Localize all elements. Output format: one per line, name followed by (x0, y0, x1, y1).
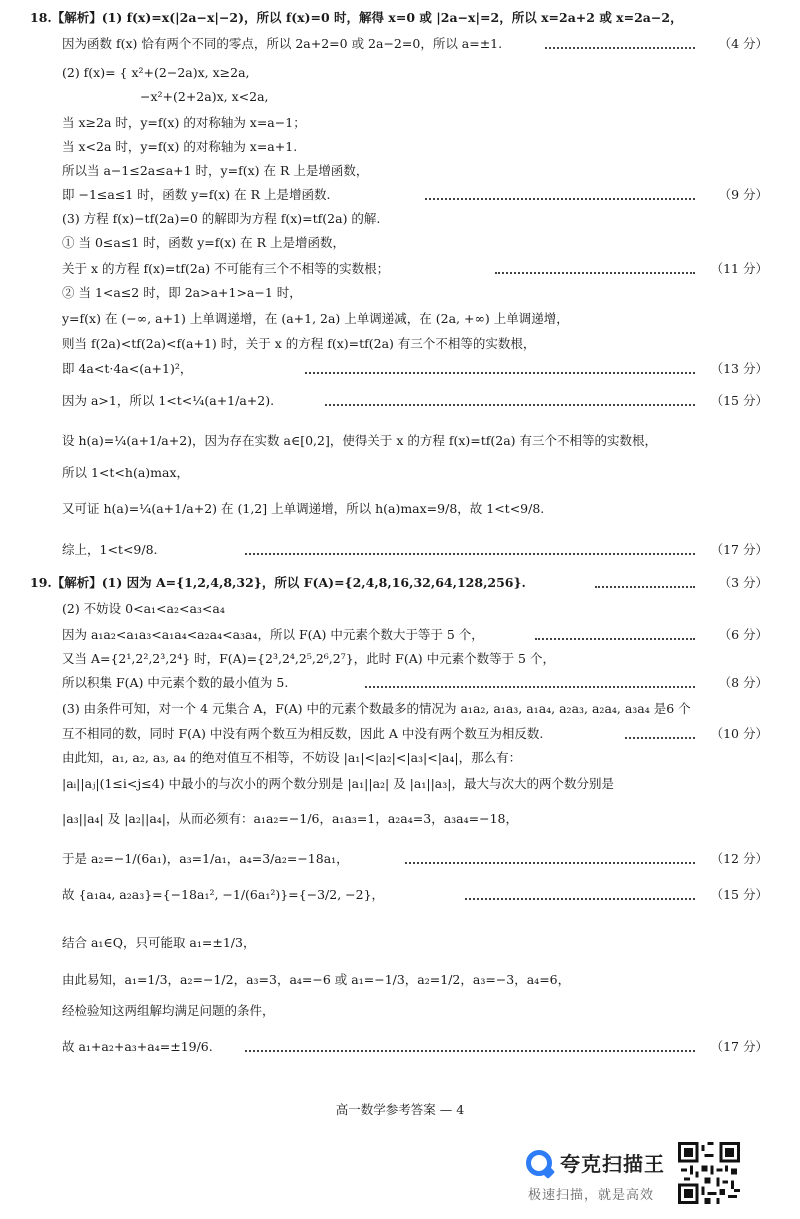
q18-line-10 (0, 230, 800, 256)
q18-line-8 (0, 182, 800, 208)
q19-line-10 (0, 806, 800, 832)
q19-line-15 (0, 998, 800, 1024)
q18-line-5 (0, 110, 800, 136)
leader-dots (465, 898, 695, 900)
q18-points: （4 分） (718, 36, 768, 51)
q19-line-13 (0, 930, 800, 956)
watermark-subtitle: 极速扫描，就是高效 (528, 1188, 655, 1203)
qr-code-icon (678, 1140, 740, 1206)
page-footer: 高一数学参考答案 — 4 (335, 1102, 465, 1117)
q18-line-19 (0, 496, 800, 522)
q18-text: 设 h(a)=¼(a+1/a+2)，因为存在实数 a∈[0,2]，使得关于 x 的方程 f(x)=tf(2a) 有三个不相等的实数根， (62, 433, 658, 448)
q18-text: ② 当 1<a≤2 时，即 2a>a+1>a−1 时， (62, 285, 302, 300)
q19-text: 又当 A={2¹,2²,2³,2⁴} 时，F(A)={2³,2⁴,2⁵,2⁶,2⁷}，此时 F(A) 中元素个数等于 5 个， (62, 651, 555, 666)
q19-points: （17 分） (710, 1039, 768, 1054)
q18-text: 所以当 a−1≤2a≤a+1 时，y=f(x) 在 R 上是增函数， (62, 163, 369, 178)
q18-text: 当 x<2a 时，y=f(x) 的对称轴为 x=a+1. (62, 139, 298, 154)
q18-line-2 (0, 31, 800, 57)
q19-line-6 (0, 696, 800, 722)
q18-line-18 (0, 460, 800, 486)
q19-text: 故 a₁+a₂+a₃+a₄=±19/6. (62, 1039, 213, 1054)
q18-text: (2) f(x)= { x²+(2−2a)x, x≥2a, (62, 65, 250, 80)
q18-text: 即 4a<t·4a<(a+1)²， (62, 361, 193, 376)
q18-text: 关于 x 的方程 f(x)=tf(2a) 不可能有三个不相等的实数根； (62, 261, 390, 276)
leader-dots (245, 1050, 695, 1052)
q18-line-4 (0, 84, 800, 110)
q19-text: 于是 a₂=−1/(6a₁)，a₃=1/a₁，a₄=3/a₂=−18a₁， (62, 851, 349, 866)
q19-points: （12 分） (710, 851, 768, 866)
q18-text: 即 −1≤a≤1 时，函数 y=f(x) 在 R 上是增函数. (62, 187, 331, 202)
leader-dots (305, 372, 695, 374)
q19-text: (2) 不妨设 0<a₁<a₂<a₃<a₄ (62, 601, 225, 616)
q19-line-12 (0, 882, 800, 908)
q19-text: 结合 a₁∈Q，只可能取 a₁=±1/3， (62, 935, 256, 950)
q19-line-7 (0, 721, 800, 747)
q18-line-16 (0, 388, 800, 414)
q19-line-3 (0, 622, 800, 648)
leader-dots (325, 404, 695, 406)
q19-line-4 (0, 646, 800, 672)
q18-text: (3) 方程 f(x)−tf(2a)=0 的解即为方程 f(x)=tf(2a) 的解. (62, 211, 381, 226)
q18-line-12 (0, 280, 800, 306)
q18-points: （17 分） (710, 542, 768, 557)
q19-text: |aᵢ||aⱼ|(1≤i<j≤4) 中最小的与次小的两个数分别是 |a₁||a₂| 及 |a₁||a₃|，最大与次大的两个数分别是 (62, 776, 614, 791)
q18-text: 则当 f(2a)<tf(2a)<f(a+1) 时，关于 x 的方程 f(x)=tf(2a) 有三个不相等的实数根， (62, 336, 536, 351)
q19-line-16 (0, 1034, 800, 1060)
q19-points: （3 分） (718, 575, 768, 590)
leader-dots (245, 553, 695, 555)
q18-line-9 (0, 206, 800, 232)
q19-points: （6 分） (718, 627, 768, 642)
q19-text: 19.【解析】(1) 因为 A={1,2,4,8,32}，所以 F(A)={2,4,8,16,32,64,128,256}. (30, 575, 526, 590)
q18-points: （15 分） (710, 393, 768, 408)
q19-line-11 (0, 846, 800, 872)
q18-points: （13 分） (710, 361, 768, 376)
leader-dots (495, 272, 695, 274)
q18-line-1 (0, 5, 800, 31)
q18-text: 因为函数 f(x) 恰有两个不同的零点，所以 2a+2=0 或 2a−2=0，所以 a=±1. (62, 36, 503, 51)
q18-line-7 (0, 158, 800, 184)
q19-line-2 (0, 596, 800, 622)
q18-line-11 (0, 256, 800, 282)
q18-line-15 (0, 356, 800, 382)
q19-text: 经检验知这两组解均满足问题的条件， (62, 1003, 275, 1018)
q18-line-14 (0, 331, 800, 357)
leader-dots (625, 737, 695, 739)
q18-points: （9 分） (718, 187, 768, 202)
leader-dots (365, 686, 695, 688)
q19-text: |a₃||a₄| 及 |a₂||a₄|，从而必须有：a₁a₂=−1/6，a₁a₃=1，a₂a₄=3，a₃a₄=−18， (62, 811, 518, 826)
q19-text: 因为 a₁a₂<a₁a₃<a₁a₄<a₂a₄<a₃a₄，所以 F(A) 中元素个数大于等于 5 个， (62, 627, 484, 642)
q18-text: −x²+(2+2a)x, x<2a, (140, 89, 269, 104)
q19-line-5 (0, 670, 800, 696)
q19-line-1 (0, 570, 800, 596)
q19-points: （10 分） (710, 726, 768, 741)
q19-points: （8 分） (718, 675, 768, 690)
leader-dots (595, 586, 695, 588)
q19-text: 所以积集 F(A) 中元素个数的最小值为 5. (62, 675, 289, 690)
q18-text: 综上，1<t<9/8. (62, 542, 158, 557)
q18-line-13 (0, 306, 800, 332)
q19-text: 由此知，a₁, a₂, a₃, a₄ 的绝对值互不相等，不妨设 |a₁|<|a₂|<|a₃|<|a₄|，那么有： (62, 750, 522, 765)
q18-text: y=f(x) 在 (−∞, a+1) 上单调递增，在 (a+1, 2a) 上单调递减，在 (2a, +∞) 上单调递增， (62, 311, 569, 326)
watermark-title: 夸克扫描王 (560, 1152, 665, 1176)
q18-text: ① 当 0≤a≤1 时，函数 y=f(x) 在 R 上是增函数， (62, 235, 345, 250)
q19-line-14 (0, 967, 800, 993)
q19-line-8 (0, 745, 800, 771)
leader-dots (425, 198, 695, 200)
q19-text: 故 {a₁a₄, a₂a₃}={−18a₁², −1/(6a₁²)}={−3/2, −2}， (62, 887, 385, 902)
q18-line-3 (0, 60, 800, 86)
q18-line-20 (0, 537, 800, 563)
q18-text: 当 x≥2a 时，y=f(x) 的对称轴为 x=a−1； (62, 115, 306, 130)
q19-text: 由此易知，a₁=1/3，a₂=−1/2，a₃=3，a₄=−6 或 a₁=−1/3，a₂=1/2，a₃=−3，a₄=6， (62, 972, 571, 987)
q19-text: 互不相同的数，同时 F(A) 中没有两个数互为相反数，因此 A 中没有两个数互为相反数. (62, 726, 544, 741)
q18-text: 又可证 h(a)=¼(a+1/a+2) 在 (1,2] 上单调递增，所以 h(a)max=9/8，故 1<t<9/8. (62, 501, 545, 516)
q19-text: (3) 由条件可知，对一个 4 元集合 A，F(A) 中的元素个数最多的情况为 a₁a₂, a₁a₃, a₁a₄, a₂a₃, a₂a₄, a₃a₄ 是6 个 (62, 701, 691, 716)
q18-text: 18.【解析】(1) f(x)=x(|2a−x|−2)，所以 f(x)=0 时，解得 x=0 或 |2a−x|=2，所以 x=2a+2 或 x=2a−2， (30, 10, 683, 25)
q19-line-9 (0, 771, 800, 797)
q18-text: 所以 1<t<h(a)max， (62, 465, 190, 480)
q18-line-17 (0, 428, 800, 454)
q18-line-6 (0, 134, 800, 160)
quark-logo-icon (526, 1150, 552, 1176)
q18-points: （11 分） (710, 261, 768, 276)
q18-text: 因为 a>1，所以 1<t<¼(a+1/a+2). (62, 393, 275, 408)
leader-dots (545, 47, 695, 49)
q19-points: （15 分） (710, 887, 768, 902)
leader-dots (405, 862, 695, 864)
scanner-watermark (524, 1140, 774, 1210)
leader-dots (535, 638, 695, 640)
